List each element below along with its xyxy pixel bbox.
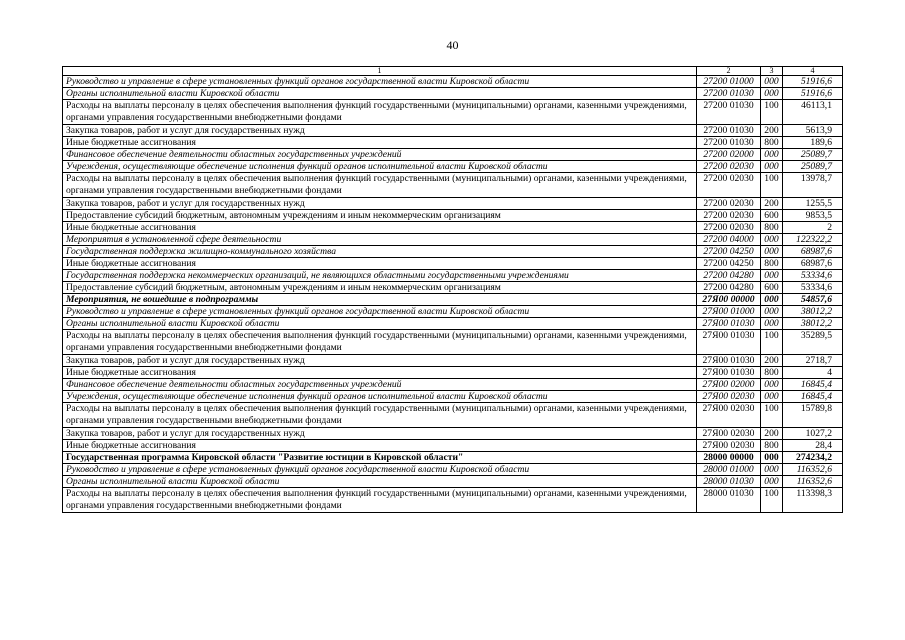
row-type-cell: 000: [761, 464, 783, 476]
row-sum-cell: 68987,6: [783, 258, 843, 270]
row-name-cell: Государственная поддержка жилищно-коммунального хозяйства: [63, 246, 697, 258]
row-code-cell: 27Я00 01000: [697, 306, 761, 318]
row-code-cell: 27Я00 02030: [697, 428, 761, 440]
table-row: [63, 306, 843, 318]
row-sum-cell: 53334,6: [783, 282, 843, 294]
row-code-cell: 27200 01000: [697, 76, 761, 88]
row-name-cell: Закупка товаров, работ и услуг для государственных нужд: [63, 198, 697, 210]
row-code-cell: 27200 02030: [697, 161, 761, 173]
row-type-cell: 000: [761, 234, 783, 246]
table-row: [63, 234, 843, 246]
row-sum-cell: 116352,6: [783, 464, 843, 476]
row-code-cell: 28000 01030: [697, 476, 761, 488]
table-row: [63, 149, 843, 161]
row-type-cell: 800: [761, 222, 783, 234]
table-row: [63, 125, 843, 137]
row-code-cell: 27Я00 01030: [697, 355, 761, 367]
row-code-cell: 27Я00 01030: [697, 318, 761, 330]
table-row: [63, 222, 843, 234]
row-sum-cell: 15789,8: [783, 403, 843, 428]
row-sum-cell: 51916,6: [783, 76, 843, 88]
row-sum-cell: 2718,7: [783, 355, 843, 367]
row-name-cell: Расходы на выплаты персоналу в целях обеспечения выполнения функций государственными (муниципальными) органами, казенными учреждениями, органами управления государственными внебюджетными фондами: [63, 488, 697, 513]
row-code-cell: 27Я00 02000: [697, 379, 761, 391]
row-sum-cell: 16845,4: [783, 379, 843, 391]
header-cell: 4: [783, 67, 843, 76]
row-type-cell: 000: [761, 294, 783, 306]
row-sum-cell: 38012,2: [783, 318, 843, 330]
row-name-cell: Руководство и управление в сфере установленных функций органов государственной власти Кировской области: [63, 306, 697, 318]
row-sum-cell: 116352,6: [783, 476, 843, 488]
row-type-cell: 000: [761, 318, 783, 330]
table-row: [63, 173, 843, 198]
row-sum-cell: 122322,2: [783, 234, 843, 246]
row-type-cell: 800: [761, 440, 783, 452]
row-sum-cell: 28,4: [783, 440, 843, 452]
row-code-cell: 27Я00 01030: [697, 330, 761, 355]
table-row: [63, 210, 843, 222]
row-name-cell: Иные бюджетные ассигнования: [63, 440, 697, 452]
budget-table: [62, 66, 843, 513]
row-name-cell: Предоставление субсидий бюджетным, автономным учреждениям и иным некоммерческим организациям: [63, 210, 697, 222]
table-row: [63, 282, 843, 294]
table-row: [63, 270, 843, 282]
table-row: [63, 88, 843, 100]
row-name-cell: Мероприятия, не вошедшие в подпрограммы: [63, 294, 697, 306]
row-type-cell: 100: [761, 488, 783, 513]
row-name-cell: Органы исполнительной власти Кировской области: [63, 318, 697, 330]
row-type-cell: 600: [761, 210, 783, 222]
row-sum-cell: 1255,5: [783, 198, 843, 210]
row-type-cell: 000: [761, 88, 783, 100]
row-code-cell: 27200 04280: [697, 282, 761, 294]
row-sum-cell: 274234,2: [783, 452, 843, 464]
header-cell: 2: [697, 67, 761, 76]
row-type-cell: 800: [761, 258, 783, 270]
row-name-cell: Финансовое обеспечение деятельности областных государственных учреждений: [63, 379, 697, 391]
table-header-row: [63, 67, 843, 76]
row-name-cell: Руководство и управление в сфере установленных функций органов государственной власти Кировской области: [63, 76, 697, 88]
table-row: [63, 464, 843, 476]
row-code-cell: 27Я00 02030: [697, 403, 761, 428]
row-sum-cell: 53334,6: [783, 270, 843, 282]
header-cell: 1: [63, 67, 697, 76]
row-code-cell: 27Я00 02030: [697, 440, 761, 452]
row-name-cell: Предоставление субсидий бюджетным, автономным учреждениям и иным некоммерческим организациям: [63, 282, 697, 294]
row-code-cell: 27200 04280: [697, 270, 761, 282]
table-row: [63, 476, 843, 488]
row-type-cell: 100: [761, 173, 783, 198]
table-row: [63, 294, 843, 306]
table-row: [63, 391, 843, 403]
table-row: [63, 355, 843, 367]
row-name-cell: Закупка товаров, работ и услуг для государственных нужд: [63, 355, 697, 367]
row-type-cell: 200: [761, 355, 783, 367]
row-name-cell: Закупка товаров, работ и услуг для государственных нужд: [63, 125, 697, 137]
page-number: 40: [446, 38, 459, 52]
row-code-cell: 28000 01030: [697, 488, 761, 513]
row-sum-cell: 13978,7: [783, 173, 843, 198]
row-code-cell: 27200 02030: [697, 222, 761, 234]
table-row: [63, 100, 843, 125]
row-type-cell: 000: [761, 379, 783, 391]
table-row: [63, 258, 843, 270]
row-type-cell: 800: [761, 367, 783, 379]
header-cell: 3: [761, 67, 783, 76]
row-name-cell: Расходы на выплаты персоналу в целях обеспечения выполнения функций государственными (муниципальными) органами, казенными учреждениями, органами управления государственными внебюджетными фондами: [63, 330, 697, 355]
row-name-cell: Органы исполнительной власти Кировской области: [63, 476, 697, 488]
row-code-cell: 27200 04000: [697, 234, 761, 246]
row-type-cell: 000: [761, 391, 783, 403]
row-code-cell: 27Я00 00000: [697, 294, 761, 306]
row-sum-cell: 2: [783, 222, 843, 234]
row-name-cell: Иные бюджетные ассигнования: [63, 137, 697, 149]
row-type-cell: 100: [761, 330, 783, 355]
row-code-cell: 27200 02030: [697, 198, 761, 210]
table-row: [63, 330, 843, 355]
row-sum-cell: 16845,4: [783, 391, 843, 403]
row-name-cell: Расходы на выплаты персоналу в целях обеспечения выполнения функций государственными (муниципальными) органами, казенными учреждениями, органами управления государственными внебюджетными фондами: [63, 403, 697, 428]
table-row: [63, 367, 843, 379]
row-type-cell: 000: [761, 476, 783, 488]
row-type-cell: 100: [761, 403, 783, 428]
row-code-cell: 27200 01030: [697, 137, 761, 149]
row-sum-cell: 5613,9: [783, 125, 843, 137]
row-name-cell: Финансовое обеспечение деятельности областных государственных учреждений: [63, 149, 697, 161]
row-type-cell: 000: [761, 270, 783, 282]
row-type-cell: 200: [761, 198, 783, 210]
row-type-cell: 000: [761, 149, 783, 161]
row-sum-cell: 113398,3: [783, 488, 843, 513]
row-type-cell: 100: [761, 100, 783, 125]
row-code-cell: 27200 02000: [697, 149, 761, 161]
row-type-cell: 000: [761, 452, 783, 464]
row-type-cell: 200: [761, 428, 783, 440]
row-name-cell: Государственная поддержка некоммерческих организаций, не являющихся областными государственными учреждениями: [63, 270, 697, 282]
row-name-cell: Закупка товаров, работ и услуг для государственных нужд: [63, 428, 697, 440]
row-sum-cell: 189,6: [783, 137, 843, 149]
row-type-cell: 200: [761, 125, 783, 137]
row-type-cell: 000: [761, 306, 783, 318]
row-type-cell: 000: [761, 246, 783, 258]
table-body: [63, 76, 843, 513]
row-name-cell: Органы исполнительной власти Кировской области: [63, 88, 697, 100]
row-sum-cell: 25089,7: [783, 161, 843, 173]
table-row: [63, 452, 843, 464]
row-sum-cell: 35289,5: [783, 330, 843, 355]
row-sum-cell: 9853,5: [783, 210, 843, 222]
row-sum-cell: 51916,6: [783, 88, 843, 100]
row-name-cell: Учреждения, осуществляющие обеспечение исполнения функций органов исполнительной власти Кировской области: [63, 391, 697, 403]
row-sum-cell: 46113,1: [783, 100, 843, 125]
row-code-cell: 27200 04250: [697, 246, 761, 258]
row-name-cell: Государственная программа Кировской области "Развитие юстиции в Кировской области": [63, 452, 697, 464]
row-type-cell: 000: [761, 76, 783, 88]
row-type-cell: 800: [761, 137, 783, 149]
row-code-cell: 27200 02030: [697, 173, 761, 198]
row-name-cell: Мероприятия в установленной сфере деятельности: [63, 234, 697, 246]
table-row: [63, 318, 843, 330]
row-name-cell: Учреждения, осуществляющие обеспечение исполнения функций органов исполнительной власти Кировской области: [63, 161, 697, 173]
table-row: [63, 440, 843, 452]
row-sum-cell: 1027,2: [783, 428, 843, 440]
table-row: [63, 488, 843, 513]
row-sum-cell: 38012,2: [783, 306, 843, 318]
row-code-cell: 27200 02030: [697, 210, 761, 222]
row-code-cell: 28000 01000: [697, 464, 761, 476]
row-code-cell: 27Я00 01030: [697, 367, 761, 379]
row-code-cell: 27Я00 02030: [697, 391, 761, 403]
row-sum-cell: 54857,6: [783, 294, 843, 306]
row-name-cell: Иные бюджетные ассигнования: [63, 258, 697, 270]
row-name-cell: Иные бюджетные ассигнования: [63, 367, 697, 379]
table-row: [63, 161, 843, 173]
row-sum-cell: 4: [783, 367, 843, 379]
row-name-cell: Расходы на выплаты персоналу в целях обеспечения выполнения функций государственными (муниципальными) органами, казенными учреждениями, органами управления государственными внебюджетными фондами: [63, 100, 697, 125]
row-code-cell: 27200 04250: [697, 258, 761, 270]
row-code-cell: 28000 00000: [697, 452, 761, 464]
table-row: [63, 137, 843, 149]
table-row: [63, 379, 843, 391]
row-sum-cell: 68987,6: [783, 246, 843, 258]
row-type-cell: 000: [761, 161, 783, 173]
table-row: [63, 428, 843, 440]
row-code-cell: 27200 01030: [697, 125, 761, 137]
table-row: [63, 246, 843, 258]
row-code-cell: 27200 01030: [697, 100, 761, 125]
table-row: [63, 403, 843, 428]
table-row: [63, 76, 843, 88]
table-row: [63, 198, 843, 210]
row-type-cell: 600: [761, 282, 783, 294]
row-name-cell: Расходы на выплаты персоналу в целях обеспечения выполнения функций государственными (муниципальными) органами, казенными учреждениями, органами управления государственными внебюджетными фондами: [63, 173, 697, 198]
row-name-cell: Иные бюджетные ассигнования: [63, 222, 697, 234]
row-name-cell: Руководство и управление в сфере установленных функций органов государственной власти Кировской области: [63, 464, 697, 476]
row-sum-cell: 25089,7: [783, 149, 843, 161]
row-code-cell: 27200 01030: [697, 88, 761, 100]
